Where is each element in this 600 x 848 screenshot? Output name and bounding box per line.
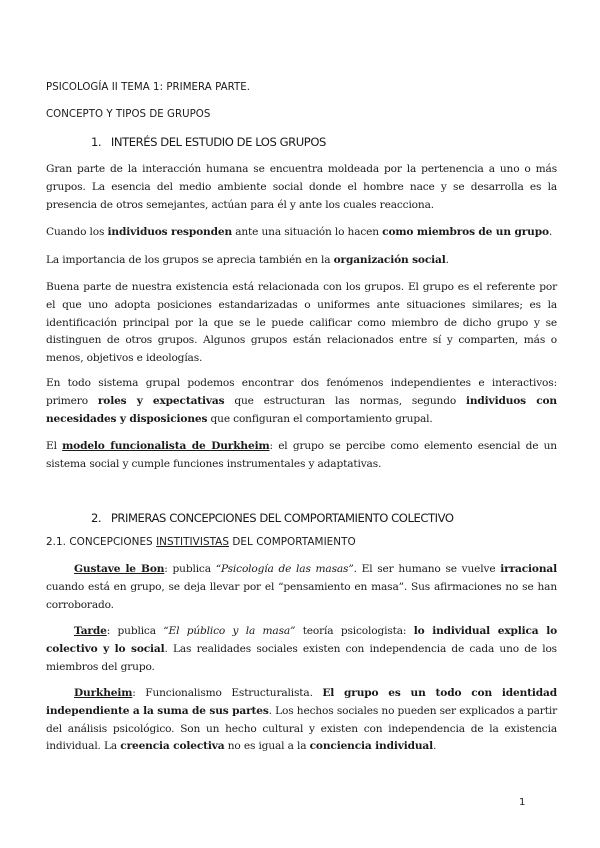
document-title: PSICOLOGÍA II TEMA 1: PRIMERA PARTE. xyxy=(46,82,251,93)
section-1-number: 1. xyxy=(91,135,102,149)
document-subtitle: CONCEPTO Y TIPOS DE GRUPOS xyxy=(46,109,211,120)
subsection-2-1-heading: 2.1. CONCEPCIONES INSTITIVISTAS DEL COMPORTAMIENTO xyxy=(46,536,356,548)
paragraph-tarde: Tarde: publica “El público y la masa” teoría psicologista: lo individual explica lo colectivo y lo social. Las realidades sociales existen con independencia de cada uno de los miembros del grupo. xyxy=(46,625,557,673)
paragraph: La importancia de los grupos se aprecia también en la organización social. xyxy=(46,254,449,266)
paragraph: El modelo funcionalista de Durkheim: el grupo se percibe como elemento esencial de un sistema social y cumple funciones instrumentales y adaptativas. xyxy=(46,440,557,470)
page-number: 1 xyxy=(519,797,526,808)
paragraph: Cuando los individuos responden ante una situación lo hacen como miembros de un grupo. xyxy=(46,226,553,238)
paragraph: Gran parte de la interacción humana se encuentra moldeada por la pertenencia a uno o más grupos. La esencia del medio ambiente social donde el hombre nace y se desarrolla es la presencia de otros semejantes, actúan para él y ante los cuales reacciona. xyxy=(46,163,557,211)
section-1-title: INTERÉS DEL ESTUDIO DE LOS GRUPOS xyxy=(110,135,326,149)
section-2-heading xyxy=(91,511,454,525)
paragraph: Buena parte de nuestra existencia está relacionada con los grupos. El grupo es el referente por el que uno adopta posiciones estandarizadas o uniformes ante situaciones similares; es la identificación principal por la que se le puede calificar como miembro de dicho grupo y se distinguen de otros grupos. Algunos grupos están relacionados entre sí y comparten, más o menos, objetivos e ideologías. xyxy=(46,281,557,365)
section-2-number: 2. xyxy=(91,511,102,525)
paragraph-le-bon: Gustave le Bon: publica “Psicología de las masas”. El ser humano se vuelve irracional cuando está en grupo, se deja llevar por el “pensamiento en masa”. Sus afirmaciones no se han corroborado. xyxy=(46,563,557,611)
section-2-title: PRIMERAS CONCEPCIONES DEL COMPORTAMIENTO COLECTIVO xyxy=(110,511,454,525)
paragraph-durkheim: Durkheim: Funcionalismo Estructuralista. El grupo es un todo con identidad independiente a la suma de sus partes. Los hechos sociales no pueden ser explicados a partir del análisis psicológico. Son un hecho cultural y existen con independencia de la existencia individual. La creencia colectiva no es igual a la conciencia individual. xyxy=(46,687,557,753)
section-1-heading xyxy=(91,135,326,149)
paragraph: En todo sistema grupal podemos encontrar dos fenómenos independientes e interactivos: primero roles y expectativas que estructuran las normas, segundo individuos con necesidades y disposiciones que configuran el comportamiento grupal. xyxy=(46,377,557,425)
